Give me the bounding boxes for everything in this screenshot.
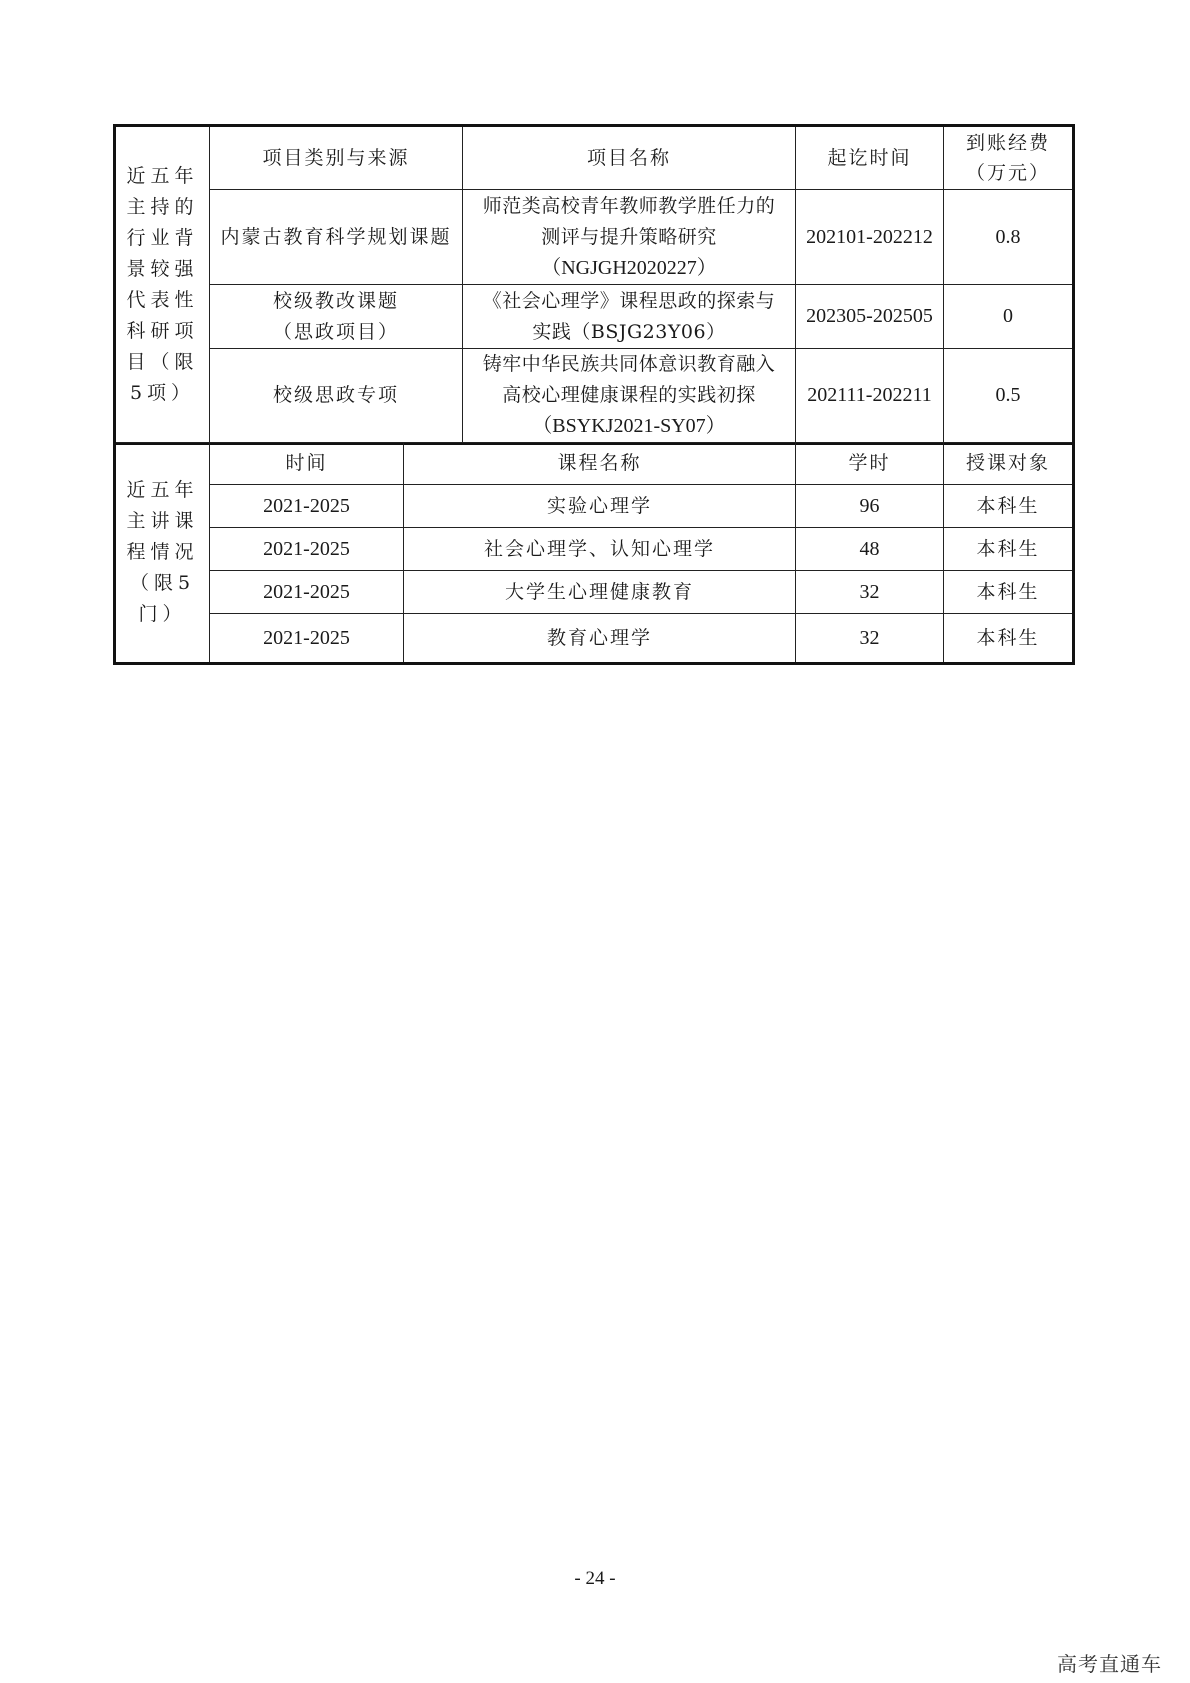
header-funding: 到账经费（万元） xyxy=(965,132,1050,184)
project-name-cell xyxy=(463,190,796,285)
course-side-label-cell xyxy=(115,443,210,664)
course-header-row xyxy=(115,443,1074,485)
header-period: 起讫时间 xyxy=(796,126,944,190)
table-row xyxy=(115,614,1074,664)
project-name-line: 实践（BSJG23Y06） xyxy=(532,320,726,343)
project-category: 校级思政专项 xyxy=(210,349,463,444)
watermark-text: 高考直通车 xyxy=(1057,1652,1162,1676)
project-period: 202305-202505 xyxy=(796,285,944,349)
courses-table xyxy=(113,442,1075,665)
project-name-cell xyxy=(463,285,796,349)
header-course-name: 课程名称 xyxy=(404,443,796,485)
project-name-line: 高校心理健康课程的实践初探 xyxy=(502,384,756,406)
course-time: 2021-2025 xyxy=(210,571,404,614)
project-period: 202101-202212 xyxy=(796,190,944,285)
course-audience: 本科生 xyxy=(944,528,1074,571)
header-project-name: 项目名称 xyxy=(463,126,796,190)
course-name: 大学生心理健康教育 xyxy=(404,571,796,614)
project-category-note: （思政项目） xyxy=(272,320,399,343)
course-time: 2021-2025 xyxy=(210,485,404,528)
course-name: 实验心理学 xyxy=(404,485,796,528)
project-name-line: 《社会心理学》课程思政的探索与 xyxy=(482,289,776,312)
project-name-line: 测评与提升策略研究 xyxy=(541,225,717,248)
course-time: 2021-2025 xyxy=(210,528,404,571)
project-name-cell xyxy=(463,349,796,444)
table-row xyxy=(115,190,1074,285)
table-row xyxy=(115,349,1074,444)
project-category: 内蒙古教育科学规划课题 xyxy=(210,190,463,285)
header-category: 项目类别与来源 xyxy=(210,126,463,190)
project-funding: 0.8 xyxy=(944,190,1074,285)
project-name-line: 师范类高校青年教师教学胜任力的 xyxy=(482,194,776,217)
course-name: 教育心理学 xyxy=(404,614,796,664)
course-hours: 32 xyxy=(796,614,944,664)
header-time: 时间 xyxy=(210,443,404,485)
project-code: （NGJGH2020227） xyxy=(541,256,717,279)
project-category: 校级教改课题 xyxy=(272,289,399,312)
project-code: （BSYKJ2021-SY07） xyxy=(532,415,726,437)
course-audience: 本科生 xyxy=(944,571,1074,614)
research-side-label: 近五年主持的行业背景较强代表性科研项目（限5项） xyxy=(126,164,199,404)
course-hours: 96 xyxy=(796,485,944,528)
course-audience: 本科生 xyxy=(944,614,1074,664)
header-hours: 学时 xyxy=(796,443,944,485)
header-audience: 授课对象 xyxy=(944,443,1074,485)
course-hours: 32 xyxy=(796,571,944,614)
course-hours: 48 xyxy=(796,528,944,571)
page-number: - 24 - xyxy=(574,1568,616,1589)
course-name: 社会心理学、认知心理学 xyxy=(404,528,796,571)
course-audience: 本科生 xyxy=(944,485,1074,528)
research-projects-table xyxy=(113,124,1075,445)
project-category-cell xyxy=(210,285,463,349)
table-row xyxy=(115,528,1074,571)
project-funding: 0 xyxy=(944,285,1074,349)
research-side-label-cell xyxy=(115,126,210,444)
project-period: 202111-202211 xyxy=(796,349,944,444)
table-row xyxy=(115,285,1074,349)
project-funding: 0.5 xyxy=(944,349,1074,444)
research-header-row xyxy=(115,126,1074,190)
header-funding-cell xyxy=(944,126,1074,190)
course-time: 2021-2025 xyxy=(210,614,404,664)
course-side-label: 近五年主讲课程情况（限5门） xyxy=(126,479,199,625)
project-name-line: 铸牢中华民族共同体意识教育融入 xyxy=(482,353,776,375)
table-row xyxy=(115,571,1074,614)
table-row xyxy=(115,485,1074,528)
